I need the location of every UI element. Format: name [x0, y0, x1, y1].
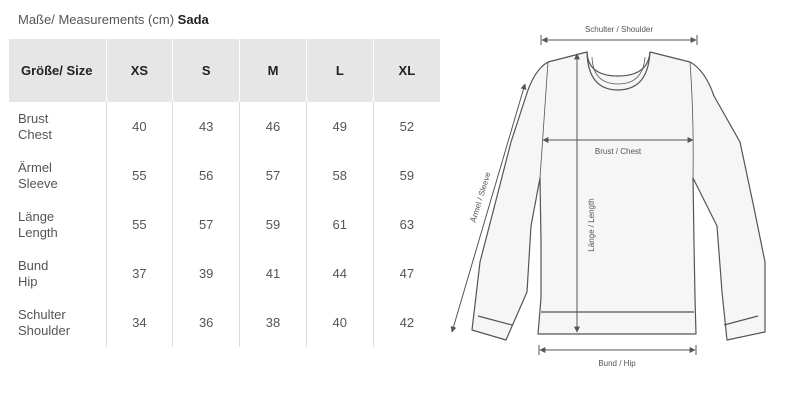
shoulder-label: Schulter / Shoulder [584, 25, 654, 34]
size-header-xs: XS [106, 39, 173, 102]
row-label-sleeve [9, 151, 106, 200]
row-label-en: Sleeve [18, 175, 58, 191]
row-label-de: Brust [18, 110, 49, 126]
table-cell: 44 [306, 249, 373, 298]
length-label: Länge / Length [587, 198, 596, 252]
size-header-row [9, 39, 440, 102]
table-cell: 59 [373, 151, 440, 200]
sleeve-label: Ärmel / Sleeve [468, 171, 493, 224]
table-cell: 55 [106, 151, 173, 200]
table-cell: 37 [106, 249, 173, 298]
table-cell: 59 [240, 200, 307, 249]
row-label-chest [9, 102, 106, 151]
table-cell: 57 [173, 200, 240, 249]
chest-label: Brust / Chest [594, 147, 642, 156]
table-cell: 39 [173, 249, 240, 298]
table-cell: 55 [106, 200, 173, 249]
table-cell: 63 [373, 200, 440, 249]
table-cell: 47 [373, 249, 440, 298]
table-row-hip [9, 249, 440, 298]
row-label-length [9, 200, 106, 249]
table-cell: 40 [306, 298, 373, 347]
table-cell: 46 [240, 102, 307, 151]
row-label-de: Bund [18, 257, 49, 273]
table-row-length [9, 200, 440, 249]
product-name: Sada [177, 12, 209, 27]
table-cell: 34 [106, 298, 173, 347]
size-header-m: M [240, 39, 307, 102]
table-row-sleeve [9, 151, 440, 200]
row-label-en: Length [18, 224, 58, 240]
row-label-shoulder [9, 298, 106, 347]
table-row-chest [9, 102, 440, 151]
row-label-en: Shoulder [18, 322, 71, 338]
row-label-en: Chest [18, 126, 52, 142]
size-header-l: L [306, 39, 373, 102]
table-row-shoulder [9, 298, 440, 347]
table-cell: 42 [373, 298, 440, 347]
size-table [9, 39, 440, 347]
title-prefix: Maße/ Measurements (cm) [18, 12, 175, 27]
hip-label: Bund / Hip [598, 359, 636, 368]
sweater-outline [472, 52, 765, 340]
table-cell: 40 [106, 102, 173, 151]
table-cell: 56 [173, 151, 240, 200]
size-header-s: S [173, 39, 240, 102]
table-cell: 49 [306, 102, 373, 151]
row-label-de: Schulter [18, 306, 66, 322]
size-header-xl: XL [373, 39, 440, 102]
size-header-label: Größe/ Size [9, 39, 106, 102]
table-cell: 41 [240, 249, 307, 298]
table-cell: 43 [173, 102, 240, 151]
table-cell: 52 [373, 102, 440, 151]
table-cell: 38 [240, 298, 307, 347]
row-label-de: Länge [18, 208, 55, 224]
row-label-hip [9, 249, 106, 298]
table-cell: 57 [240, 151, 307, 200]
page-title [18, 12, 209, 27]
table-cell: 61 [306, 200, 373, 249]
row-label-en: Hip [18, 273, 38, 289]
table-cell: 58 [306, 151, 373, 200]
table-cell: 36 [173, 298, 240, 347]
row-label-de: Ärmel [18, 159, 52, 175]
sweater-diagram [440, 0, 798, 400]
